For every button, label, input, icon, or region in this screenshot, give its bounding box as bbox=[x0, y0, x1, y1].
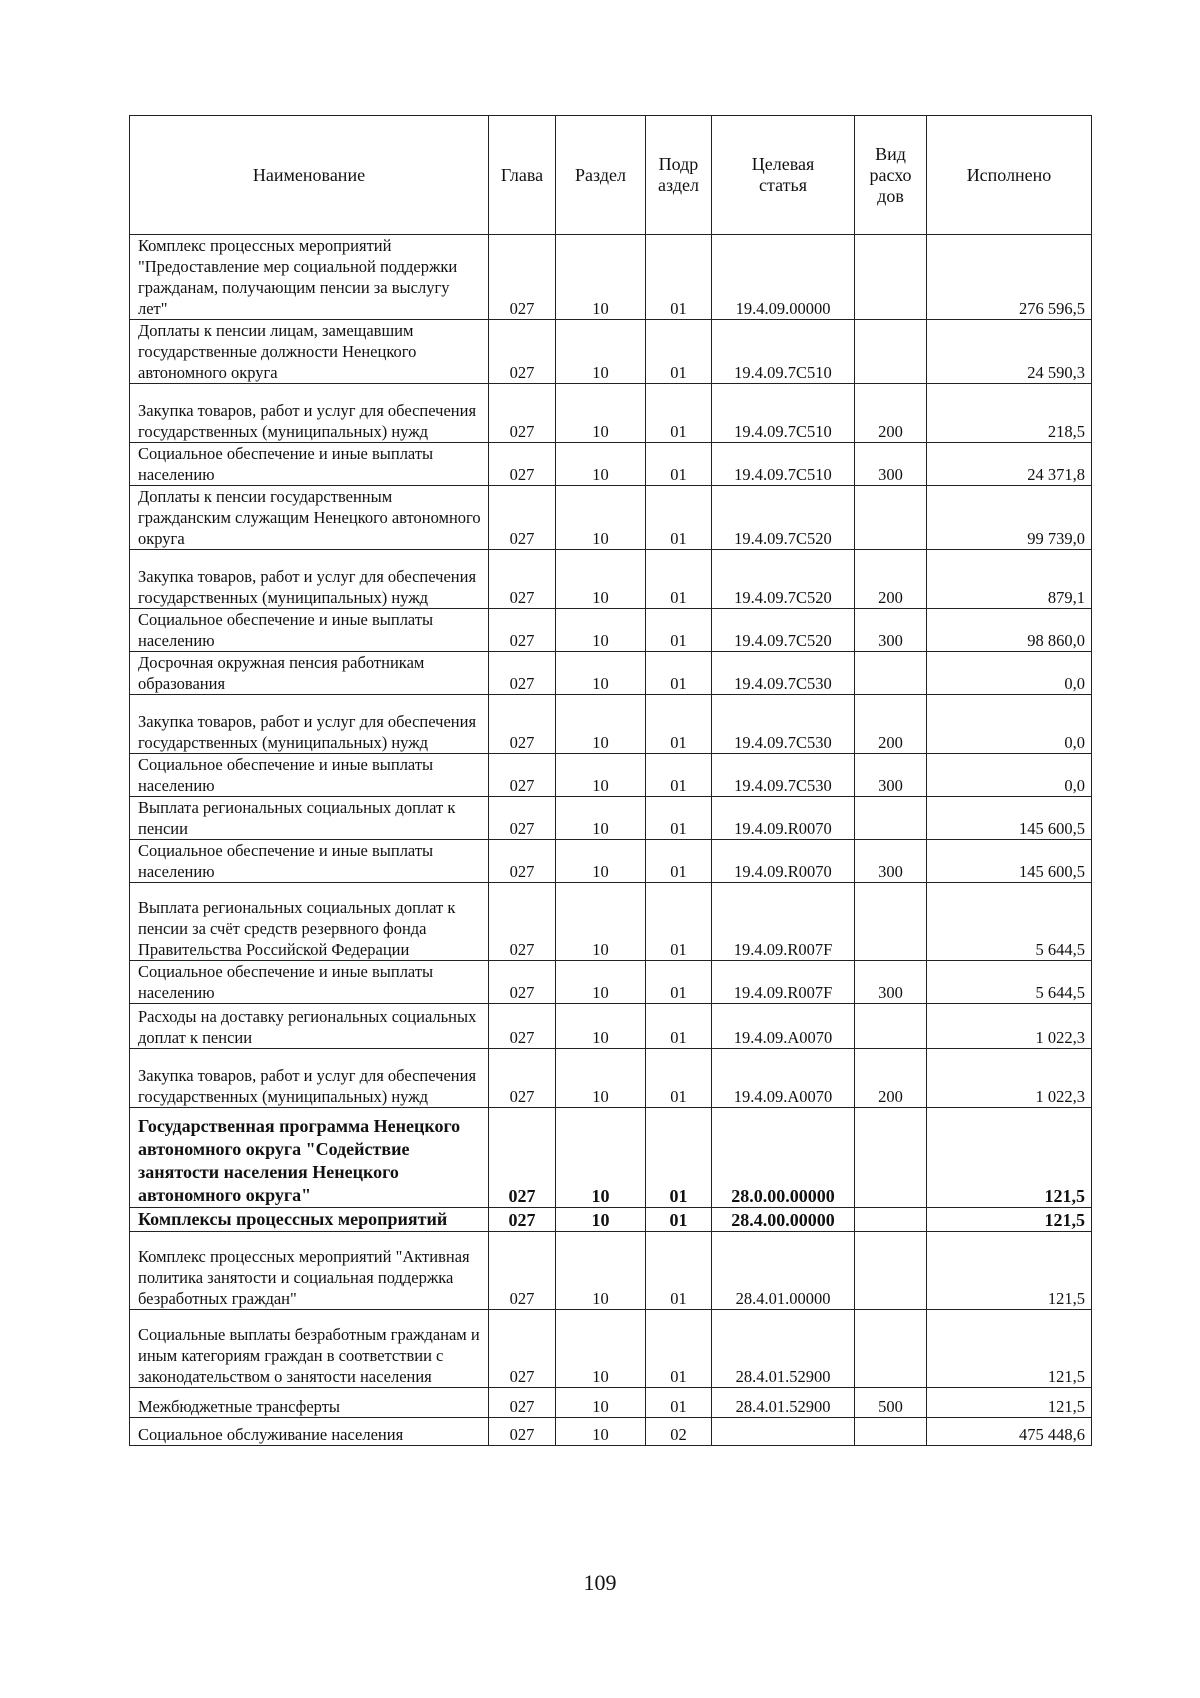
cell-target: 19.4.09.R0070 bbox=[712, 840, 855, 883]
cell-chapter: 027 bbox=[489, 550, 556, 609]
table-row bbox=[130, 1418, 1092, 1446]
cell-executed: 121,5 bbox=[927, 1208, 1092, 1232]
cell-chapter: 027 bbox=[489, 235, 556, 320]
cell-target: 19.4.09.7С520 bbox=[712, 486, 855, 550]
cell-subsection: 01 bbox=[646, 1232, 712, 1310]
cell-section: 10 bbox=[556, 695, 646, 754]
table-row bbox=[130, 1310, 1092, 1388]
cell-target: 19.4.09.7С530 bbox=[712, 695, 855, 754]
cell-subsection: 01 bbox=[646, 1108, 712, 1208]
cell-expense-type bbox=[855, 1418, 927, 1446]
cell-target: 19.4.09.7С510 bbox=[712, 384, 855, 443]
cell-expense-type bbox=[855, 797, 927, 840]
cell-expense-type: 300 bbox=[855, 754, 927, 797]
header-chapter: Глава bbox=[489, 116, 556, 235]
cell-executed: 121,5 bbox=[927, 1388, 1092, 1418]
cell-name: Выплата региональных социальных доплат к пенсии за счёт средств резервного фонда Правительства Российской Федерации bbox=[130, 883, 489, 961]
cell-expense-type bbox=[855, 235, 927, 320]
cell-chapter: 027 bbox=[489, 1232, 556, 1310]
cell-subsection: 01 bbox=[646, 883, 712, 961]
cell-target: 19.4.09.00000 bbox=[712, 235, 855, 320]
cell-chapter: 027 bbox=[489, 384, 556, 443]
budget-table bbox=[129, 115, 1092, 1446]
cell-chapter: 027 bbox=[489, 883, 556, 961]
cell-executed: 276 596,5 bbox=[927, 235, 1092, 320]
cell-expense-type: 200 bbox=[855, 550, 927, 609]
header-section: Раздел bbox=[556, 116, 646, 235]
cell-subsection: 01 bbox=[646, 609, 712, 652]
table-row bbox=[130, 652, 1092, 695]
cell-subsection: 01 bbox=[646, 695, 712, 754]
cell-chapter: 027 bbox=[489, 1388, 556, 1418]
cell-chapter: 027 bbox=[489, 754, 556, 797]
cell-executed: 121,5 bbox=[927, 1310, 1092, 1388]
cell-chapter: 027 bbox=[489, 1208, 556, 1232]
cell-target: 28.4.01.00000 bbox=[712, 1232, 855, 1310]
cell-name: Доплаты к пенсии государственным гражданским служащим Ненецкого автономного округа bbox=[130, 486, 489, 550]
cell-expense-type: 500 bbox=[855, 1388, 927, 1418]
cell-subsection: 01 bbox=[646, 235, 712, 320]
cell-subsection: 01 bbox=[646, 443, 712, 486]
table-row bbox=[130, 1108, 1092, 1208]
cell-section: 10 bbox=[556, 609, 646, 652]
cell-chapter: 027 bbox=[489, 1049, 556, 1108]
cell-name: Закупка товаров, работ и услуг для обеспечения государственных (муниципальных) нужд bbox=[130, 1049, 489, 1108]
cell-section: 10 bbox=[556, 1310, 646, 1388]
table-row bbox=[130, 384, 1092, 443]
cell-name: Социальное обеспечение и иные выплаты населению bbox=[130, 961, 489, 1004]
table-row bbox=[130, 235, 1092, 320]
cell-executed: 1 022,3 bbox=[927, 1004, 1092, 1049]
cell-expense-type bbox=[855, 1232, 927, 1310]
header-name: Наименование bbox=[130, 116, 489, 235]
cell-expense-type: 300 bbox=[855, 840, 927, 883]
table-row bbox=[130, 1208, 1092, 1232]
cell-subsection: 01 bbox=[646, 550, 712, 609]
cell-name: Закупка товаров, работ и услуг для обеспечения государственных (муниципальных) нужд bbox=[130, 550, 489, 609]
cell-expense-type bbox=[855, 1004, 927, 1049]
cell-name: Досрочная окружная пенсия работникам образования bbox=[130, 652, 489, 695]
cell-name: Социальное обеспечение и иные выплаты населению bbox=[130, 609, 489, 652]
cell-executed: 145 600,5 bbox=[927, 797, 1092, 840]
cell-executed: 99 739,0 bbox=[927, 486, 1092, 550]
cell-executed: 0,0 bbox=[927, 754, 1092, 797]
cell-chapter: 027 bbox=[489, 840, 556, 883]
cell-executed: 879,1 bbox=[927, 550, 1092, 609]
cell-executed: 218,5 bbox=[927, 384, 1092, 443]
cell-chapter: 027 bbox=[489, 695, 556, 754]
cell-section: 10 bbox=[556, 961, 646, 1004]
cell-target: 19.4.09.7С510 bbox=[712, 443, 855, 486]
table-row bbox=[130, 320, 1092, 384]
cell-executed: 0,0 bbox=[927, 695, 1092, 754]
cell-name: Социальное обеспечение и иные выплаты населению bbox=[130, 754, 489, 797]
cell-target: 19.4.09.А0070 bbox=[712, 1004, 855, 1049]
cell-expense-type: 200 bbox=[855, 695, 927, 754]
table-row bbox=[130, 797, 1092, 840]
cell-subsection: 01 bbox=[646, 320, 712, 384]
cell-chapter: 027 bbox=[489, 609, 556, 652]
table-row bbox=[130, 1232, 1092, 1310]
cell-target: 19.4.09.7С530 bbox=[712, 754, 855, 797]
table-row bbox=[130, 754, 1092, 797]
table-row bbox=[130, 1388, 1092, 1418]
cell-section: 10 bbox=[556, 235, 646, 320]
cell-section: 10 bbox=[556, 797, 646, 840]
cell-section: 10 bbox=[556, 384, 646, 443]
cell-subsection: 01 bbox=[646, 486, 712, 550]
cell-expense-type bbox=[855, 652, 927, 695]
cell-expense-type: 300 bbox=[855, 609, 927, 652]
table-row bbox=[130, 961, 1092, 1004]
cell-chapter: 027 bbox=[489, 1310, 556, 1388]
cell-name: Социальное обеспечение и иные выплаты населению bbox=[130, 443, 489, 486]
cell-target: 28.4.01.52900 bbox=[712, 1310, 855, 1388]
cell-expense-type bbox=[855, 1208, 927, 1232]
cell-target: 28.0.00.00000 bbox=[712, 1108, 855, 1208]
cell-chapter: 027 bbox=[489, 1418, 556, 1446]
table-body bbox=[130, 235, 1092, 1446]
cell-subsection: 01 bbox=[646, 1310, 712, 1388]
cell-name: Комплекс процессных мероприятий "Активная политика занятости и социальная поддержка безработных граждан" bbox=[130, 1232, 489, 1310]
cell-chapter: 027 bbox=[489, 1108, 556, 1208]
cell-expense-type bbox=[855, 883, 927, 961]
header-expense-type: Вид расхо дов bbox=[855, 116, 927, 235]
cell-executed: 5 644,5 bbox=[927, 961, 1092, 1004]
cell-subsection: 01 bbox=[646, 1388, 712, 1418]
cell-name: Межбюджетные трансферты bbox=[130, 1388, 489, 1418]
cell-chapter: 027 bbox=[489, 486, 556, 550]
cell-executed: 145 600,5 bbox=[927, 840, 1092, 883]
cell-executed: 24 371,8 bbox=[927, 443, 1092, 486]
cell-section: 10 bbox=[556, 1049, 646, 1108]
cell-expense-type: 300 bbox=[855, 443, 927, 486]
page-number: 109 bbox=[583, 1570, 617, 1595]
cell-executed: 0,0 bbox=[927, 652, 1092, 695]
cell-subsection: 01 bbox=[646, 652, 712, 695]
cell-chapter: 027 bbox=[489, 961, 556, 1004]
cell-chapter: 027 bbox=[489, 443, 556, 486]
table-row bbox=[130, 840, 1092, 883]
cell-target: 19.4.09.7С520 bbox=[712, 550, 855, 609]
cell-subsection: 01 bbox=[646, 1049, 712, 1108]
cell-expense-type: 300 bbox=[855, 961, 927, 1004]
cell-target: 28.4.00.00000 bbox=[712, 1208, 855, 1232]
cell-expense-type bbox=[855, 1108, 927, 1208]
cell-subsection: 01 bbox=[646, 840, 712, 883]
cell-section: 10 bbox=[556, 754, 646, 797]
cell-target: 19.4.09.7С530 bbox=[712, 652, 855, 695]
cell-chapter: 027 bbox=[489, 652, 556, 695]
table-row bbox=[130, 486, 1092, 550]
cell-name: Выплата региональных социальных доплат к пенсии bbox=[130, 797, 489, 840]
table-row bbox=[130, 609, 1092, 652]
cell-target bbox=[712, 1418, 855, 1446]
cell-section: 10 bbox=[556, 1108, 646, 1208]
cell-executed: 1 022,3 bbox=[927, 1049, 1092, 1108]
cell-name: Комплекс процессных мероприятий "Предоставление мер социальной поддержки гражданам, получающим пенсии за выслугу лет" bbox=[130, 235, 489, 320]
cell-name: Социальное обслуживание населения bbox=[130, 1418, 489, 1446]
cell-chapter: 027 bbox=[489, 1004, 556, 1049]
cell-section: 10 bbox=[556, 486, 646, 550]
cell-target: 19.4.09.R0070 bbox=[712, 797, 855, 840]
header-subsection: Подр аздел bbox=[646, 116, 712, 235]
table-row bbox=[130, 883, 1092, 961]
cell-target: 19.4.09.7С520 bbox=[712, 609, 855, 652]
cell-section: 10 bbox=[556, 443, 646, 486]
cell-section: 10 bbox=[556, 550, 646, 609]
cell-name: Социальное обеспечение и иные выплаты населению bbox=[130, 840, 489, 883]
cell-expense-type: 200 bbox=[855, 384, 927, 443]
cell-section: 10 bbox=[556, 1232, 646, 1310]
cell-name: Комплексы процессных мероприятий bbox=[130, 1208, 489, 1232]
cell-expense-type bbox=[855, 320, 927, 384]
cell-name: Социальные выплаты безработным гражданам и иным категориям граждан в соответствии с законодательством о занятости населения bbox=[130, 1310, 489, 1388]
table-row bbox=[130, 695, 1092, 754]
cell-subsection: 01 bbox=[646, 1004, 712, 1049]
cell-target: 28.4.01.52900 bbox=[712, 1388, 855, 1418]
cell-target: 19.4.09.R007F bbox=[712, 883, 855, 961]
header-target: Целевая статья bbox=[712, 116, 855, 235]
cell-section: 10 bbox=[556, 1004, 646, 1049]
cell-name: Закупка товаров, работ и услуг для обеспечения государственных (муниципальных) нужд bbox=[130, 695, 489, 754]
cell-name: Закупка товаров, работ и услуг для обеспечения государственных (муниципальных) нужд bbox=[130, 384, 489, 443]
cell-section: 10 bbox=[556, 652, 646, 695]
cell-subsection: 01 bbox=[646, 754, 712, 797]
cell-section: 10 bbox=[556, 1418, 646, 1446]
cell-subsection: 01 bbox=[646, 797, 712, 840]
cell-name: Государственная программа Ненецкого автономного округа "Содействие занятости населения Ненецкого автономного округа" bbox=[130, 1108, 489, 1208]
cell-subsection: 01 bbox=[646, 1208, 712, 1232]
cell-executed: 5 644,5 bbox=[927, 883, 1092, 961]
cell-section: 10 bbox=[556, 840, 646, 883]
cell-executed: 121,5 bbox=[927, 1232, 1092, 1310]
cell-executed: 475 448,6 bbox=[927, 1418, 1092, 1446]
cell-target: 19.4.09.А0070 bbox=[712, 1049, 855, 1108]
cell-subsection: 01 bbox=[646, 961, 712, 1004]
cell-section: 10 bbox=[556, 320, 646, 384]
cell-executed: 98 860,0 bbox=[927, 609, 1092, 652]
cell-subsection: 02 bbox=[646, 1418, 712, 1446]
cell-name: Расходы на доставку региональных социальных доплат к пенсии bbox=[130, 1004, 489, 1049]
cell-expense-type bbox=[855, 1310, 927, 1388]
header-executed: Исполнено bbox=[927, 116, 1092, 235]
table-row bbox=[130, 1004, 1092, 1049]
cell-chapter: 027 bbox=[489, 797, 556, 840]
cell-target: 19.4.09.7С510 bbox=[712, 320, 855, 384]
cell-executed: 24 590,3 bbox=[927, 320, 1092, 384]
cell-executed: 121,5 bbox=[927, 1108, 1092, 1208]
table-row bbox=[130, 550, 1092, 609]
table-row bbox=[130, 443, 1092, 486]
cell-chapter: 027 bbox=[489, 320, 556, 384]
cell-section: 10 bbox=[556, 1388, 646, 1418]
cell-expense-type: 200 bbox=[855, 1049, 927, 1108]
cell-target: 19.4.09.R007F bbox=[712, 961, 855, 1004]
cell-section: 10 bbox=[556, 883, 646, 961]
cell-subsection: 01 bbox=[646, 384, 712, 443]
cell-name: Доплаты к пенсии лицам, замещавшим государственные должности Ненецкого автономного округа bbox=[130, 320, 489, 384]
table-header-row bbox=[130, 116, 1092, 235]
cell-expense-type bbox=[855, 486, 927, 550]
cell-section: 10 bbox=[556, 1208, 646, 1232]
table-row bbox=[130, 1049, 1092, 1108]
